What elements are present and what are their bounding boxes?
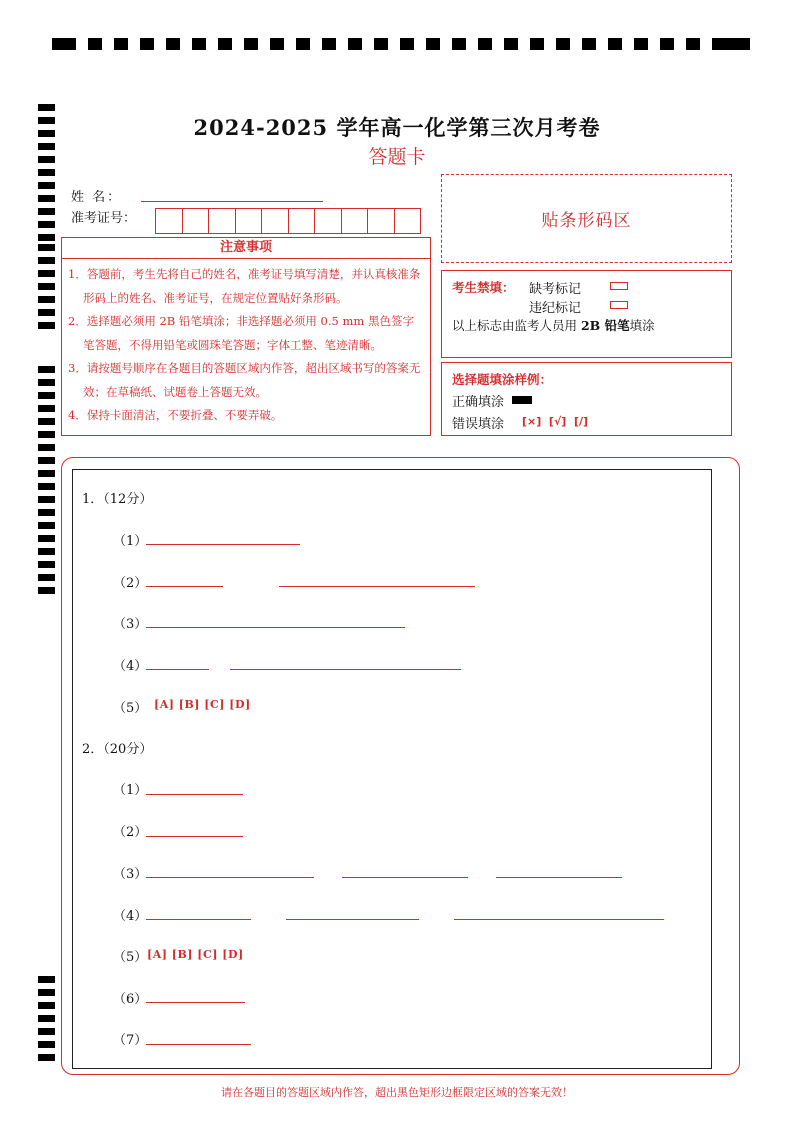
correct-label: 正确填涂	[452, 395, 505, 410]
timing-marks-left-lower	[38, 976, 55, 1066]
q1-part-2-answer-a[interactable]	[146, 586, 223, 587]
page-title: 2024-2025 学年高一化学第三次月考卷	[193, 115, 601, 140]
barcode-area: 贴条形码区	[441, 174, 732, 263]
q1-part-2-answer-b[interactable]	[279, 586, 475, 587]
q2-part-7-label: （7）	[113, 1033, 148, 1048]
page-subtitle: 答题卡	[368, 146, 426, 168]
q1-part-3-answer[interactable]	[146, 627, 405, 628]
notice-item: 1．答题前，考生先将自己的姓名，准考证号填写清楚，并认真核准条形码上的姓名、准考证号，在规定位置贴好条形码。	[68, 267, 421, 305]
q2-part-7-answer[interactable]	[146, 1044, 251, 1045]
q1-part-1-answer[interactable]	[146, 544, 300, 545]
question-1-head: 1．（12分）	[82, 492, 153, 507]
wrong-marks: [×] [√] [/]	[522, 415, 589, 428]
notice-title: 注意事项	[61, 237, 431, 259]
q2-part-5-choices[interactable]: [A] [B] [C] [D]	[147, 948, 244, 961]
timing-marks-left-middle	[38, 244, 55, 604]
id-number-boxes[interactable]	[155, 208, 421, 234]
q2-part-4-answer-a[interactable]	[146, 919, 251, 920]
absent-label: 缺考标记	[529, 282, 582, 297]
q2-part-5-label: （5）	[113, 950, 148, 965]
q2-part-3-answer-b[interactable]	[342, 877, 468, 878]
q1-part-3-label: （3）	[113, 617, 148, 632]
note-bold: 2B 铅笔	[580, 318, 630, 333]
note-suffix: 填涂	[629, 318, 655, 333]
q2-part-1-answer[interactable]	[146, 794, 243, 795]
q1-part-4-answer-a[interactable]	[146, 669, 209, 670]
timing-marks-top	[52, 38, 750, 52]
examinee-label: 考生禁填：	[452, 280, 515, 295]
q2-part-6-answer[interactable]	[146, 1002, 245, 1003]
absent-mark-box[interactable]	[610, 282, 628, 290]
q2-part-1-label: （1）	[113, 783, 148, 798]
q1-part-1-label: （1）	[113, 534, 148, 549]
q2-part-3-answer-c[interactable]	[496, 877, 622, 878]
correct-fill-sample	[512, 396, 532, 404]
answer-area	[72, 469, 712, 1069]
id-label: 准考证号：	[71, 211, 137, 226]
q1-part-4-answer-b[interactable]	[230, 669, 461, 670]
notice-box	[61, 258, 431, 436]
wrong-label: 错误填涂	[452, 417, 505, 432]
q2-part-3-answer-a[interactable]	[146, 877, 314, 878]
q2-part-3-label: （3）	[113, 867, 148, 882]
q2-part-4-answer-b[interactable]	[286, 919, 419, 920]
q2-part-4-label: （4）	[113, 909, 148, 924]
q2-part-2-label: （2）	[113, 825, 148, 840]
q2-part-2-answer[interactable]	[146, 836, 243, 837]
notice-item: 2．选择题必须用 2B 铅笔填涂；非选择题必须用 0.5 mm 黑色签字笔答题，不得用铅笔或圆珠笔答题；字体工整、笔迹清晰。	[68, 314, 414, 352]
name-label: 姓 名：	[71, 190, 123, 205]
q2-part-6-label: （6）	[113, 992, 148, 1007]
violation-label: 违纪标记	[529, 301, 582, 316]
q1-part-5-choices[interactable]: [A] [B] [C] [D]	[154, 698, 251, 711]
notice-item: 4．保持卡面清洁，不要折叠、不要弄破。	[68, 408, 283, 422]
sample-title: 选择题填涂样例：	[452, 372, 553, 387]
violation-mark-box[interactable]	[610, 301, 628, 309]
question-2-head: 2．（20分）	[82, 742, 153, 757]
examinee-box	[441, 270, 732, 358]
examinee-note	[452, 316, 655, 334]
notice-item: 3．请按题号顺序在各题目的答题区域内作答，超出区域书写的答案无效；在草稿纸、试题卷上答题无效。	[68, 361, 421, 399]
name-field[interactable]	[141, 201, 323, 202]
sample-box	[441, 362, 732, 436]
note-prefix: 以上标志由监考人员用	[452, 318, 581, 333]
q1-part-2-label: （2）	[113, 576, 148, 591]
q2-part-4-answer-c[interactable]	[454, 919, 664, 920]
q1-part-4-label: （4）	[113, 659, 148, 674]
q1-part-5-label: （5）	[113, 701, 148, 716]
footer-warning: 请在各题目的答题区域内作答，超出黑色矩形边框限定区域的答案无效！	[221, 1086, 573, 1099]
